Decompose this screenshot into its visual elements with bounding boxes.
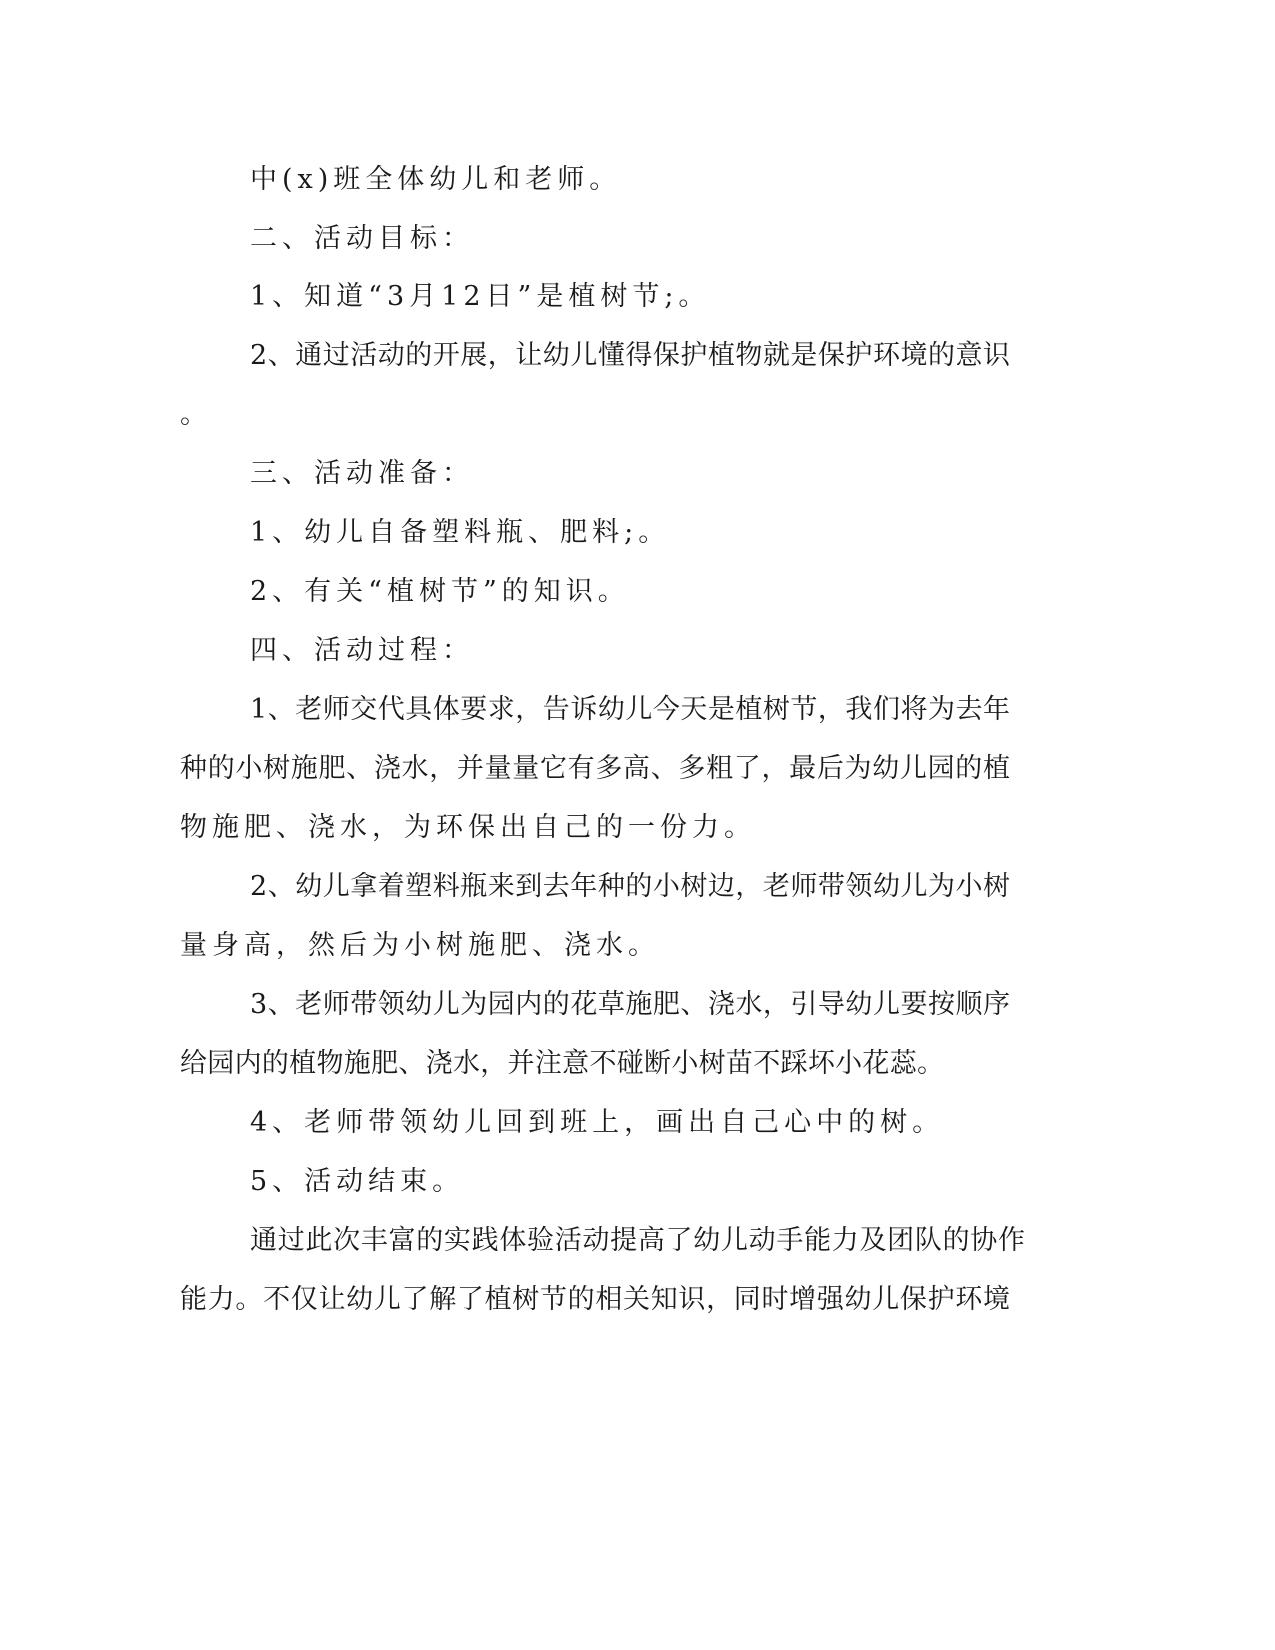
text-line: 种的小树施肥、浇水，并量量它有多高、多粗了，最后为幼儿园的植	[180, 753, 1010, 784]
text-line: 物施肥、浇水，为环保出自己的一份力。	[180, 812, 756, 843]
paragraph-line: 通过此次丰富的实践体验活动提高了幼儿动手能力及团队的协作	[250, 1225, 1025, 1256]
list-item: 4、老师带领幼儿回到班上，画出自己心中的树。	[250, 1107, 945, 1138]
paragraph-line: 能力。不仅让幼儿了解了植树节的相关知识，同时增强幼儿保护环境	[180, 1284, 1010, 1315]
list-item: 2、有关“植树节”的知识。	[250, 576, 630, 607]
text-line: 给园内的植物施肥、浇水，并注意不碰断小树苗不踩坏小花蕊。	[180, 1048, 944, 1079]
list-item: 2、幼儿拿着塑料瓶来到去年种的小树边，老师带领幼儿为小树	[250, 871, 1010, 902]
text-line: 。	[180, 399, 207, 430]
text-line: 量身高，然后为小树施肥、浇水。	[180, 930, 660, 961]
list-item: 1、知道“3月12日”是植树节;。	[250, 281, 711, 312]
list-item: 1、幼儿自备塑料瓶、肥料;。	[250, 517, 671, 548]
list-item: 5、活动结束。	[250, 1166, 465, 1197]
list-item: 2、通过活动的开展，让幼儿懂得保护植物就是保护环境的意识	[250, 340, 1010, 371]
text-line: 中(x)班全体幼儿和老师。	[250, 164, 622, 195]
section-heading: 二、活动目标：	[250, 223, 474, 254]
section-heading: 三、活动准备：	[250, 458, 474, 489]
list-item: 1、老师交代具体要求，告诉幼儿今天是植树节，我们将为去年	[250, 694, 1010, 725]
list-item: 3、老师带领幼儿为园内的花草施肥、浇水，引导幼儿要按顺序	[250, 989, 1010, 1020]
section-heading: 四、活动过程：	[250, 635, 474, 666]
